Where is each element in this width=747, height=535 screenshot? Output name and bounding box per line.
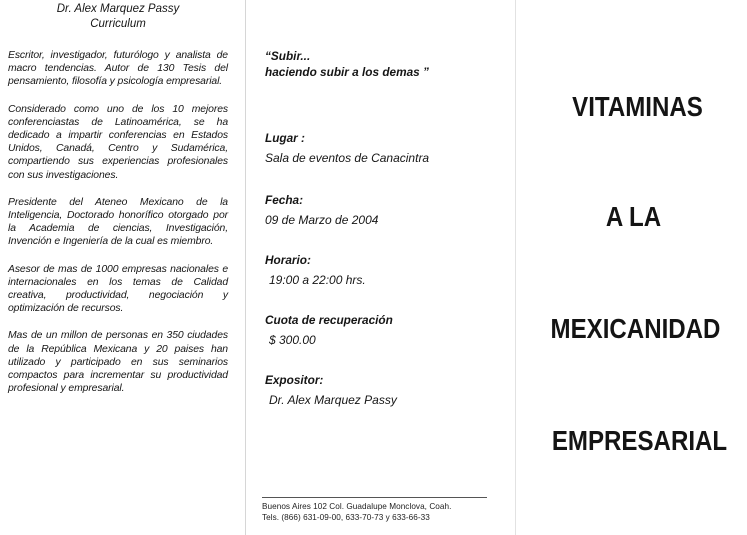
bio-paragraph-2: Considerado como uno de los 10 mejores conferenciastas de Latinoamérica, se ha dedicado a impartir conferencias en Estados Unidos, Canadá, Centro y Sudamérica, compartiendo sus experiencias profesionales con sus investigaciones. — [8, 103, 228, 181]
cover-title-line-2: A LA — [605, 201, 662, 232]
curriculum-panel — [8, 2, 228, 409]
bio-paragraph-3: Presidente del Ateneo Mexicano de la Inteligencia, Doctorado honorífico otorgado por la Academia de ciencias, Investigación, Invención e Ingeniería de la cual es miembro. — [8, 196, 228, 248]
curriculum-header — [8, 2, 228, 32]
cover-panel — [516, 0, 747, 535]
cuota-block — [265, 312, 500, 348]
event-details-panel — [265, 48, 500, 408]
expositor-block — [265, 372, 500, 408]
slogan-line-2: haciendo subir a los demas ” — [265, 65, 429, 79]
fecha-label: Fecha: — [265, 193, 304, 207]
bio-paragraph-5: Mas de un millon de personas en 350 ciudades de la República Mexicana y 20 paises han utilizado y participado en sus seminarios compactos para incrementar su productividad profesional y empresarial. — [8, 330, 228, 395]
author-name: Dr. Alex Marquez Passy — [56, 3, 180, 15]
fecha-value: 09 de Marzo de 2004 — [265, 213, 379, 227]
lugar-block — [265, 130, 500, 166]
cover-title-line-1: VITAMINAS — [572, 91, 703, 122]
fecha-block — [265, 192, 500, 228]
cuota-label: Cuota de recuperación — [265, 313, 393, 327]
horario-value: 19:00 a 22:00 hrs. — [269, 273, 366, 287]
contact-address: Buenos Aires 102 Col. Guadalupe Monclova, Coah. — [262, 502, 452, 511]
slogan — [265, 48, 500, 80]
curriculum-heading: Curriculum — [90, 18, 146, 30]
horario-label: Horario: — [265, 253, 311, 267]
cover-title-line-3: MEXICANIDAD — [550, 313, 721, 344]
fold-line-left — [245, 0, 246, 535]
lugar-value: Sala de eventos de Canacintra — [265, 151, 430, 165]
contact-info — [262, 497, 487, 523]
bio-paragraph-1: Escritor, investigador, futurólogo y analista de macro tendencias. Autor de 130 Tesis del pensamiento, filosofía y psicología empresarial. — [8, 50, 228, 88]
slogan-line-1: “Subir... — [265, 49, 311, 63]
horario-block — [265, 252, 500, 288]
cuota-value: $ 300.00 — [269, 333, 316, 347]
bio-paragraph-4: Asesor de mas de 1000 empresas nacionales e internacionales en los temas de Calidad creativa, productividad, negociación y optimización de recursos. — [8, 263, 228, 315]
cover-title-line-4: EMPRESARIAL — [551, 425, 728, 456]
contact-phones: Tels. (866) 631-09-00, 633-70-73 y 633-66-33 — [262, 512, 430, 522]
lugar-label: Lugar : — [265, 131, 305, 145]
expositor-value: Dr. Alex Marquez Passy — [269, 393, 397, 407]
expositor-label: Expositor: — [265, 373, 324, 387]
